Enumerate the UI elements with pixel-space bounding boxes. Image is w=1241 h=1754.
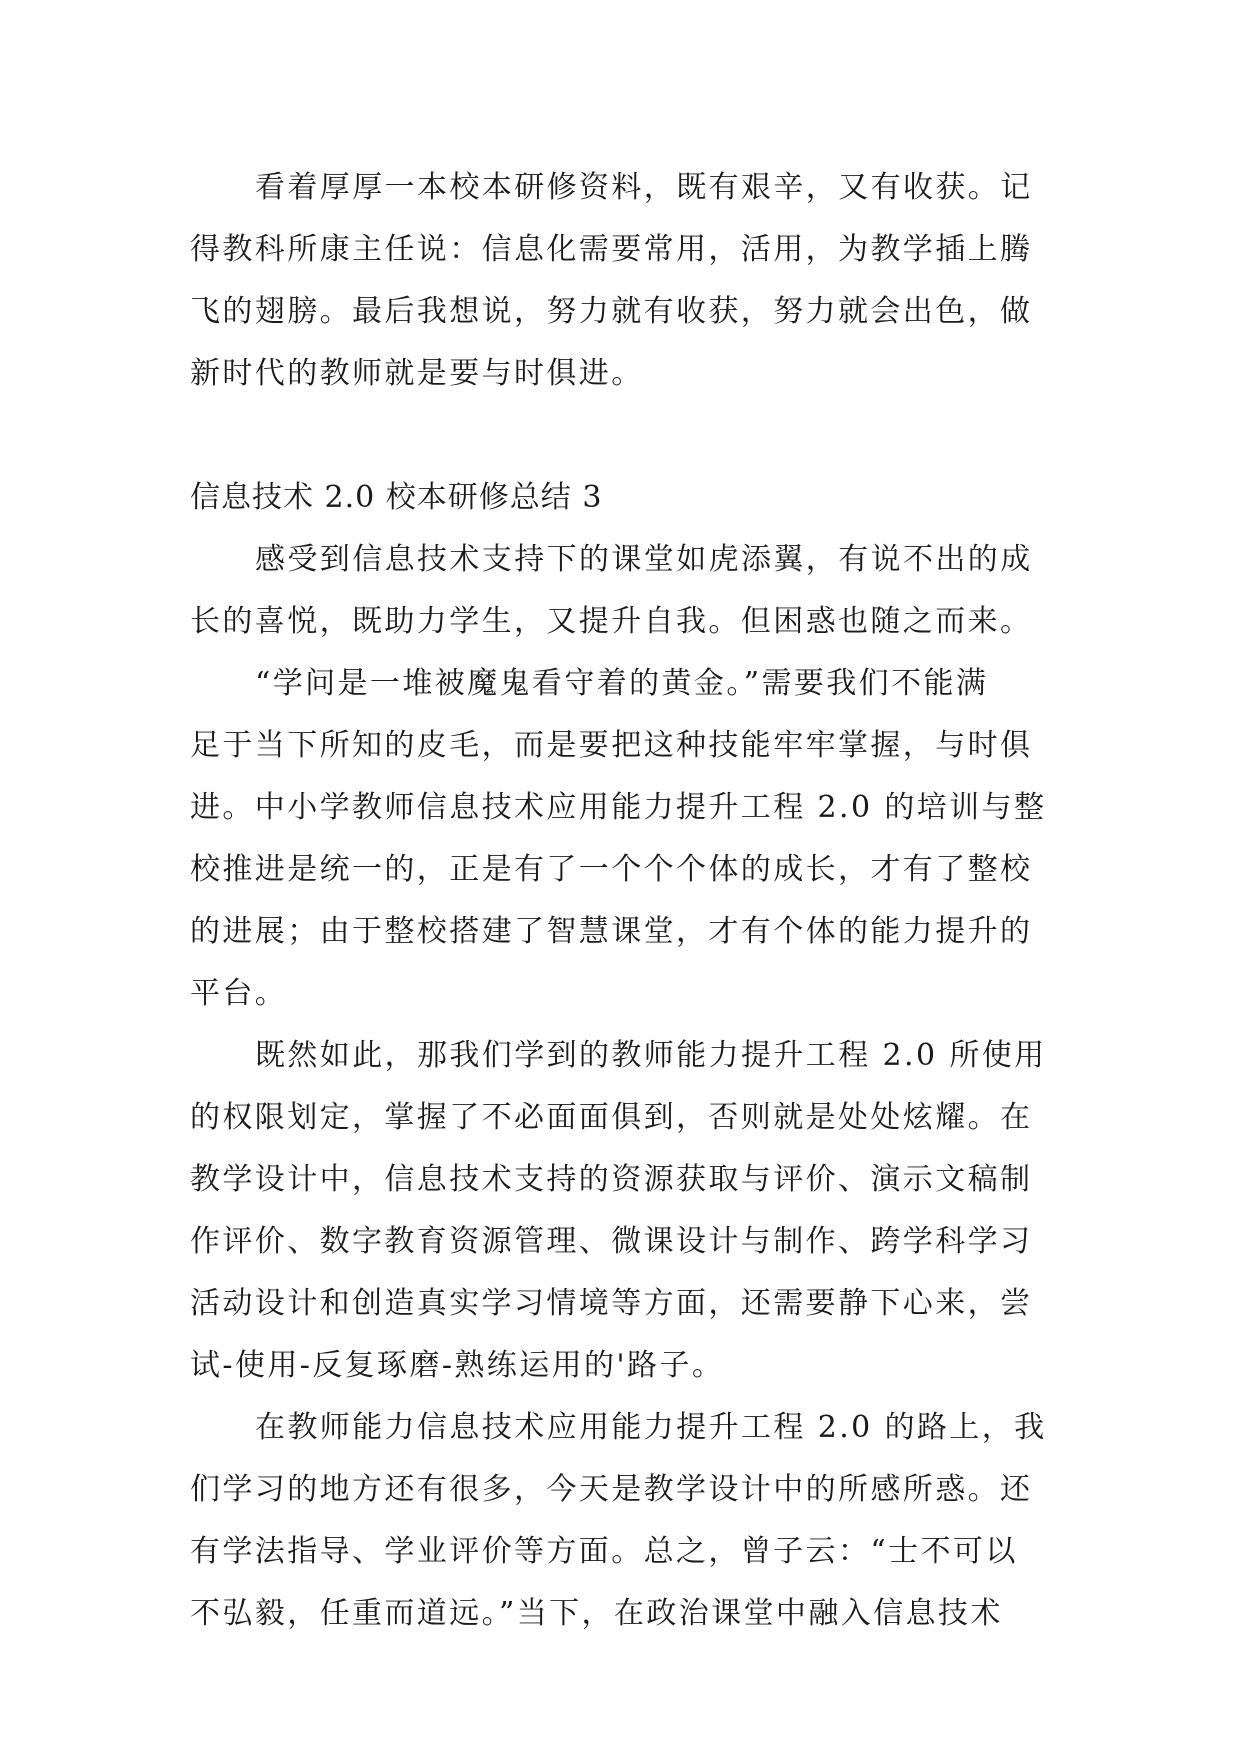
- paragraph-line: 平台。: [190, 976, 288, 1011]
- paragraph-line: 既然如此，那我们学到的教师能力提升工程 2.0 所使用: [255, 1038, 1047, 1073]
- paragraph-line: 的进展；由于整校搭建了智慧课堂，才有个体的能力提升的: [190, 914, 1033, 949]
- paragraph-line: 新时代的教师就是要与时俱进。: [190, 356, 644, 391]
- paragraph-line: 们学习的地方还有很多，今天是教学设计中的所感所惑。还: [190, 1472, 1033, 1507]
- paragraph-line: 在教师能力信息技术应用能力提升工程 2.0 的路上，我: [255, 1410, 1047, 1445]
- paragraph-line: 不弘毅，任重而道远。”当下，在政治课堂中融入信息技术: [190, 1596, 1003, 1631]
- paragraph-line: 长的喜悦，既助力学生，又提升自我。但困惑也随之而来。: [190, 604, 1033, 639]
- paragraph-line: 有学法指导、学业评价等方面。总之，曾子云：“士不可以: [190, 1534, 1018, 1569]
- paragraph-line: “学问是一堆被魔鬼看守着的黄金。”需要我们不能满: [255, 666, 989, 701]
- paragraph-line: 进。中小学教师信息技术应用能力提升工程 2.0 的培训与整: [190, 790, 1047, 825]
- section-heading: 信息技术 2.0 校本研修总结 3: [190, 480, 603, 515]
- paragraph-line: 看着厚厚一本校本研修资料，既有艰辛，又有收获。记: [255, 170, 1033, 205]
- paragraph-line: 试-使用-反复琢磨-熟练运用的'路子。: [190, 1348, 725, 1383]
- paragraph-line: 飞的翅膀。最后我想说，努力就有收获，努力就会出色，做: [190, 294, 1033, 329]
- paragraph-line: 活动设计和创造真实学习情境等方面，还需要静下心来，尝: [190, 1286, 1033, 1321]
- paragraph-line: 得教科所康主任说：信息化需要常用，活用，为教学插上腾: [190, 232, 1033, 267]
- paragraph-line: 校推进是统一的，正是有了一个个个体的成长，才有了整校: [190, 852, 1033, 887]
- paragraph-line: 作评价、数字教育资源管理、微课设计与制作、跨学科学习: [190, 1224, 1033, 1259]
- paragraph-line: 教学设计中，信息技术支持的资源获取与评价、演示文稿制: [190, 1162, 1033, 1197]
- paragraph-line: 感受到信息技术支持下的课堂如虎添翼，有说不出的成: [255, 542, 1033, 577]
- paragraph-line: 足于当下所知的皮毛，而是要把这种技能牢牢掌握，与时俱: [190, 728, 1033, 763]
- paragraph-line: 的权限划定，掌握了不必面面俱到，否则就是处处炫耀。在: [190, 1100, 1033, 1135]
